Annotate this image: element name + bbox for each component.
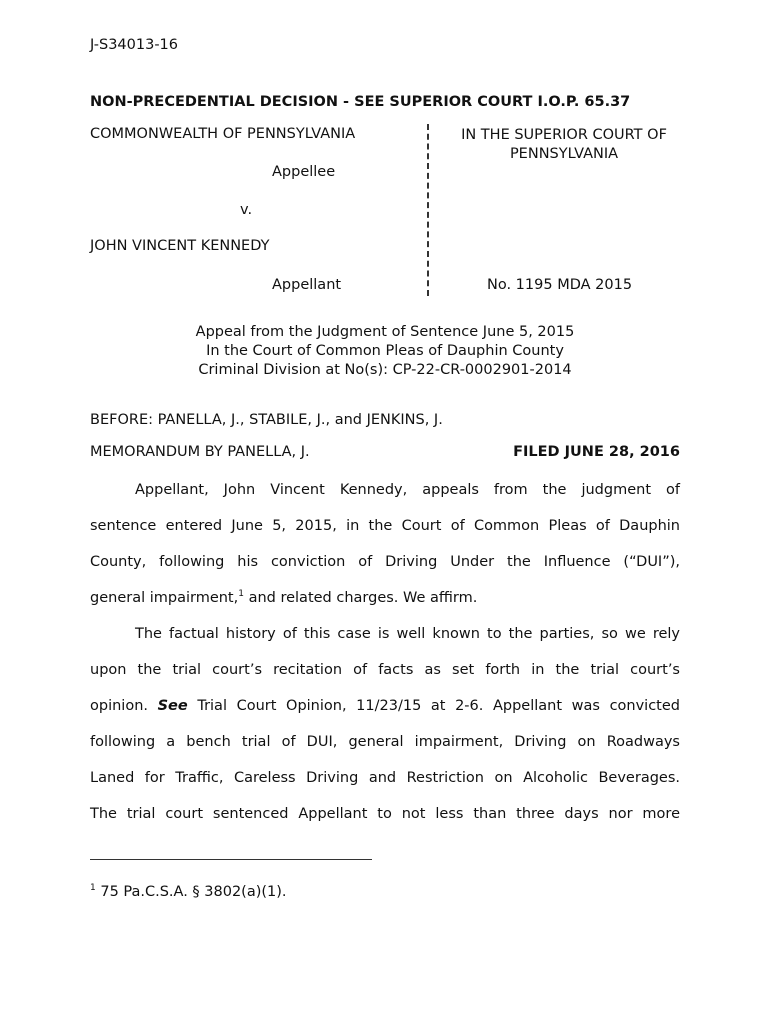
body-line: Laned for Traffic, Careless Driving and Restriction on Alcoholic Beverages.: [90, 770, 680, 786]
body-line: upon the trial court’s recitation of facts as set forth in the trial court’s: [90, 662, 680, 678]
case-number: No. 1195 MDA 2015: [487, 277, 633, 293]
body-text: and related charges. We affirm.: [243, 590, 478, 606]
footnote-text: 75 Pa.C.S.A. § 3802(a)(1).: [95, 884, 287, 900]
footnote-separator: [90, 859, 372, 860]
body-line: The trial court sentenced Appellant to not less than three days nor more: [90, 806, 680, 822]
footnote: [90, 884, 287, 900]
body-line: County, following his conviction of Driving Under the Influence (“DUI”),: [90, 554, 680, 570]
footnote-mark: 1: [90, 883, 96, 894]
versus: v.: [240, 202, 253, 218]
panel-judges: BEFORE: PANELLA, J., STABILE, J., and JENKINS, J.: [90, 412, 443, 428]
court-name: IN THE SUPERIOR COURT OF PENNSYLVANIA: [461, 127, 667, 162]
caption-divider: [427, 124, 429, 296]
signal-see: See: [157, 698, 188, 714]
filed-date: FILED JUNE 28, 2016: [513, 444, 680, 460]
body-text: Trial Court Opinion, 11/23/15 at 2-6. Appellant was convicted: [187, 698, 680, 714]
opinion-body: [90, 472, 680, 832]
appeal-line: In the Court of Common Pleas of Dauphin County: [206, 343, 564, 359]
body-line: following a bench trial of DUI, general impairment, Driving on Roadways: [90, 734, 680, 750]
appellee-name: COMMONWEALTH OF PENNSYLVANIA: [90, 126, 356, 142]
body-text: opinion.: [90, 698, 158, 714]
docket-number: J-S34013-16: [90, 37, 179, 53]
memorandum-author: MEMORANDUM BY PANELLA, J.: [90, 444, 310, 460]
body-text: general impairment,: [90, 590, 239, 606]
decision-heading: NON-PRECEDENTIAL DECISION - SEE SUPERIOR COURT I.O.P. 65.37: [90, 94, 631, 110]
body-line: [90, 688, 680, 724]
body-line: [90, 580, 680, 616]
appeal-line: Appeal from the Judgment of Sentence June 5, 2015: [195, 324, 575, 340]
body-line: The factual history of this case is well known to the parties, so we rely: [135, 626, 680, 642]
body-line: sentence entered June 5, 2015, in the Court of Common Pleas of Dauphin: [90, 518, 680, 534]
body-line: Appellant, John Vincent Kennedy, appeals from the judgment of: [135, 482, 680, 498]
appeal-info: [90, 323, 680, 380]
appeal-line: Criminal Division at No(s): CP-22-CR-0002901-2014: [198, 362, 572, 378]
appellee-role: Appellee: [272, 164, 336, 180]
appellant-role: Appellant: [272, 277, 342, 293]
footnote-ref[interactable]: 1: [238, 589, 244, 600]
appellant-name: JOHN VINCENT KENNEDY: [90, 238, 270, 254]
